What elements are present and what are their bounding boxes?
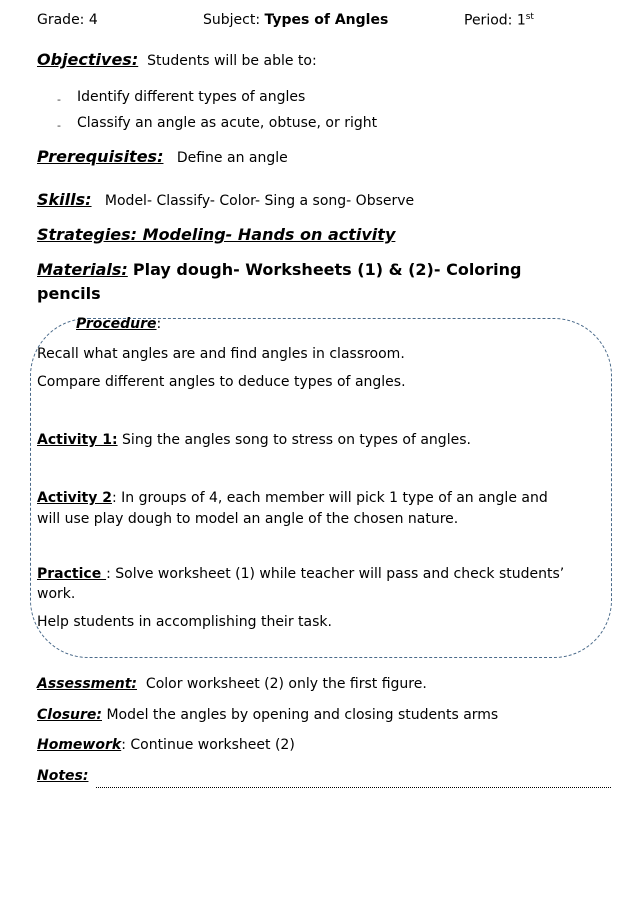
procedure-help: Help students in accomplishing their task.	[37, 614, 332, 630]
closure-line	[37, 707, 498, 723]
practice-text-line1: : Solve worksheet (1) while teacher will pass and check students’	[106, 566, 565, 582]
closure-text: Model the angles by opening and closing students arms	[102, 707, 499, 723]
procedure-colon: :	[156, 316, 162, 332]
skills-text: Model- Classify- Color- Sing a song- Observe	[104, 193, 415, 209]
practice-label: Practice	[37, 566, 107, 582]
assessment-heading: Assessment:	[37, 676, 138, 692]
objectives-line	[37, 50, 317, 69]
assessment-line	[37, 676, 427, 692]
homework-text: : Continue worksheet (2)	[121, 737, 295, 753]
skills-heading: Skills:	[37, 190, 92, 209]
materials-text-line1: Play dough- Worksheets (1) & (2)- Coloring	[132, 260, 522, 279]
practice-text-line2: work.	[37, 586, 76, 602]
assessment-text: Color worksheet (2) only the first figure.	[145, 676, 427, 692]
activity1-text: Sing the angles song to stress on types of angles.	[117, 432, 471, 448]
bullet-marker: -	[57, 93, 61, 106]
prerequisites-line	[37, 147, 288, 166]
procedure-heading: Procedure	[76, 316, 157, 332]
notes-heading: Notes:	[37, 768, 89, 784]
skills-line	[37, 190, 414, 209]
period-superscript: st	[525, 12, 534, 22]
objective-item-1: Identify different types of angles	[77, 89, 306, 105]
period-prefix: Period: 1	[464, 12, 526, 29]
activity2-text-line2: will use play dough to model an angle of the chosen nature.	[37, 511, 459, 527]
grade-label: Grade: 4	[37, 12, 98, 28]
activity2-label: Activity 2	[37, 490, 112, 506]
objectives-intro: Students will be able to:	[147, 53, 317, 69]
homework-line	[37, 737, 295, 753]
procedure-recall: Recall what angles are and find angles in classroom.	[37, 346, 405, 362]
procedure-title	[76, 316, 161, 332]
strategies-heading: Strategies: Modeling- Hands on activity	[37, 225, 396, 244]
closure-heading: Closure:	[37, 707, 102, 723]
bullet-marker: -	[57, 119, 61, 132]
prerequisites-heading: Prerequisites:	[37, 147, 164, 166]
procedure-compare: Compare different angles to deduce types of angles.	[37, 374, 406, 390]
prerequisites-text: Define an angle	[176, 150, 288, 166]
period-line	[464, 12, 534, 29]
subject-line	[203, 12, 388, 28]
homework-heading: Homework	[37, 737, 122, 753]
materials-heading: Materials:	[37, 260, 128, 279]
practice-line	[37, 566, 564, 582]
activity1-label: Activity 1:	[37, 432, 118, 448]
materials-line	[37, 260, 522, 279]
procedure-box	[30, 318, 612, 658]
notes-dotted-line	[96, 787, 611, 788]
materials-text-line2: pencils	[37, 284, 101, 303]
objective-item-2: Classify an angle as acute, obtuse, or right	[77, 115, 378, 131]
activity2-line	[37, 490, 548, 506]
activity1-line	[37, 432, 471, 448]
activity2-text-line1: : In groups of 4, each member will pick 1 type of an angle and	[111, 490, 548, 506]
subject-prefix: Subject:	[203, 12, 265, 28]
objectives-heading: Objectives:	[37, 50, 139, 69]
subject-value: Types of Angles	[264, 12, 389, 28]
